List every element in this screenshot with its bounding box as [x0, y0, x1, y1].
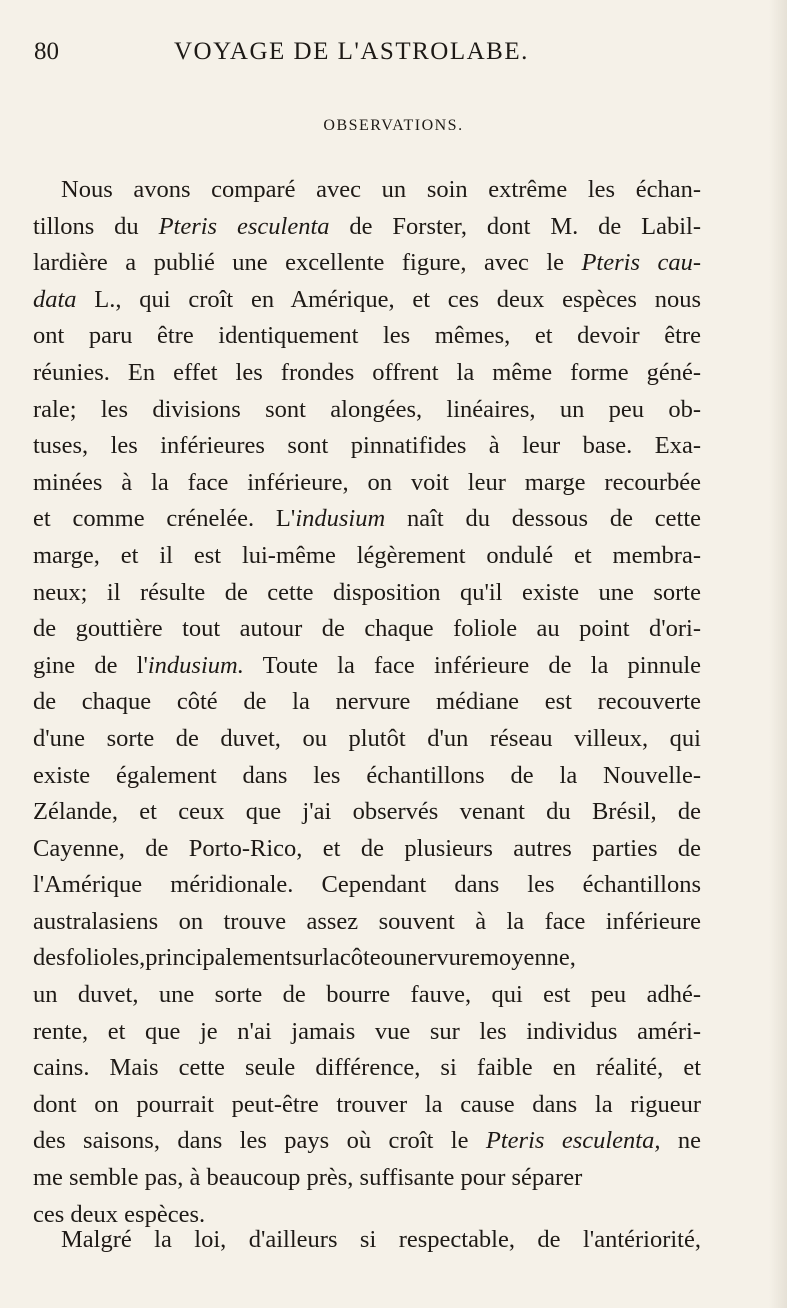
next-paragraph	[33, 1222, 701, 1259]
text-line: minées à la face inférieure, on voit leur marge recourbée	[33, 468, 701, 496]
text-line: tuses, les inférieures sont pinnatifides à leur base. Exa-	[33, 432, 701, 460]
term-indusium: indusium.	[147, 651, 244, 679]
text-line: desfolioles,principalementsurlacôteounervuremoyenne,	[33, 944, 576, 972]
text-line: de gouttière tout autour de chaque foliole au point d'ori-	[33, 615, 701, 643]
section-title: OBSERVATIONS.	[323, 117, 464, 134]
text-line: tillons du Pteris esculenta de Forster, dont M. de Labil-	[33, 212, 702, 240]
species-name: Pteris esculenta	[158, 212, 330, 240]
text-line: ont paru être identiquement les mêmes, et devoir être	[33, 322, 701, 350]
page-edge-shadow	[769, 0, 787, 1308]
species-name: Pteris esculenta,	[485, 1127, 661, 1155]
text-line: cains. Mais cette seule différence, si faible en réalité, et	[33, 1054, 701, 1082]
text-line: existe également dans les échantillons de la Nouvelle-	[33, 761, 701, 789]
text-line: un duvet, une sorte de bourre fauve, qui est peu adhé-	[33, 981, 701, 1009]
page-header	[34, 38, 727, 72]
text-line: d'une sorte de duvet, ou plutôt d'un réseau villeux, qui	[33, 724, 701, 752]
text-line: neux; il résulte de cette disposition qu'il existe une sorte	[33, 578, 701, 606]
page-number: 80	[34, 38, 59, 65]
text-line: rente, et que je n'ai jamais vue sur les individus améri-	[33, 1017, 701, 1045]
text-line: marge, et il est lui-même légèrement ondulé et membra-	[33, 541, 701, 569]
text-line: des saisons, dans les pays où croît le Pteris esculenta, ne	[33, 1127, 702, 1155]
text-line: l'Amérique méridionale. Cependant dans les échantillons	[33, 871, 701, 899]
running-title: VOYAGE DE L'ASTROLABE.	[174, 38, 529, 65]
species-name: Pteris cau-	[581, 249, 701, 277]
text-line: australasiens on trouve assez souvent à la face inférieure	[33, 907, 701, 935]
text-line: réunies. En effet les frondes offrent la même forme géné-	[33, 358, 701, 386]
species-name: data	[33, 285, 77, 313]
text-line: Malgré la loi, d'ailleurs si respectable, de l'antériorité,	[61, 1226, 701, 1253]
text-line: rale; les divisions sont alongées, linéaires, un peu ob-	[33, 395, 701, 423]
text-line: dont on pourrait peut-être trouver la cause dans la rigueur	[33, 1090, 701, 1118]
text-line: lardière a publié une excellente figure, avec le Pteris cau-	[33, 249, 701, 277]
text-line: Nous avons comparé avec un soin extrême les échan-	[61, 176, 701, 203]
text-line: data L., qui croît en Amérique, et ces deux espèces nous	[33, 285, 701, 313]
text-line: gine de l'indusium. Toute la face inférieure de la pinnule	[33, 651, 701, 679]
term-indusium: indusium	[295, 505, 386, 533]
text-line: Cayenne, de Porto-Rico, et de plusieurs autres parties de	[33, 834, 701, 862]
text-line: de chaque côté de la nervure médiane est recouverte	[33, 688, 701, 716]
text-line: ces deux espèces.	[33, 1200, 206, 1228]
text-line: Zélande, et ceux que j'ai observés venant du Brésil, de	[33, 798, 701, 826]
text-line: et comme crénelée. L'indusium naît du dessous de cette	[33, 505, 702, 533]
observations-paragraph	[33, 172, 701, 1233]
text-line: me semble pas, à beaucoup près, suffisante pour séparer	[33, 1164, 583, 1192]
